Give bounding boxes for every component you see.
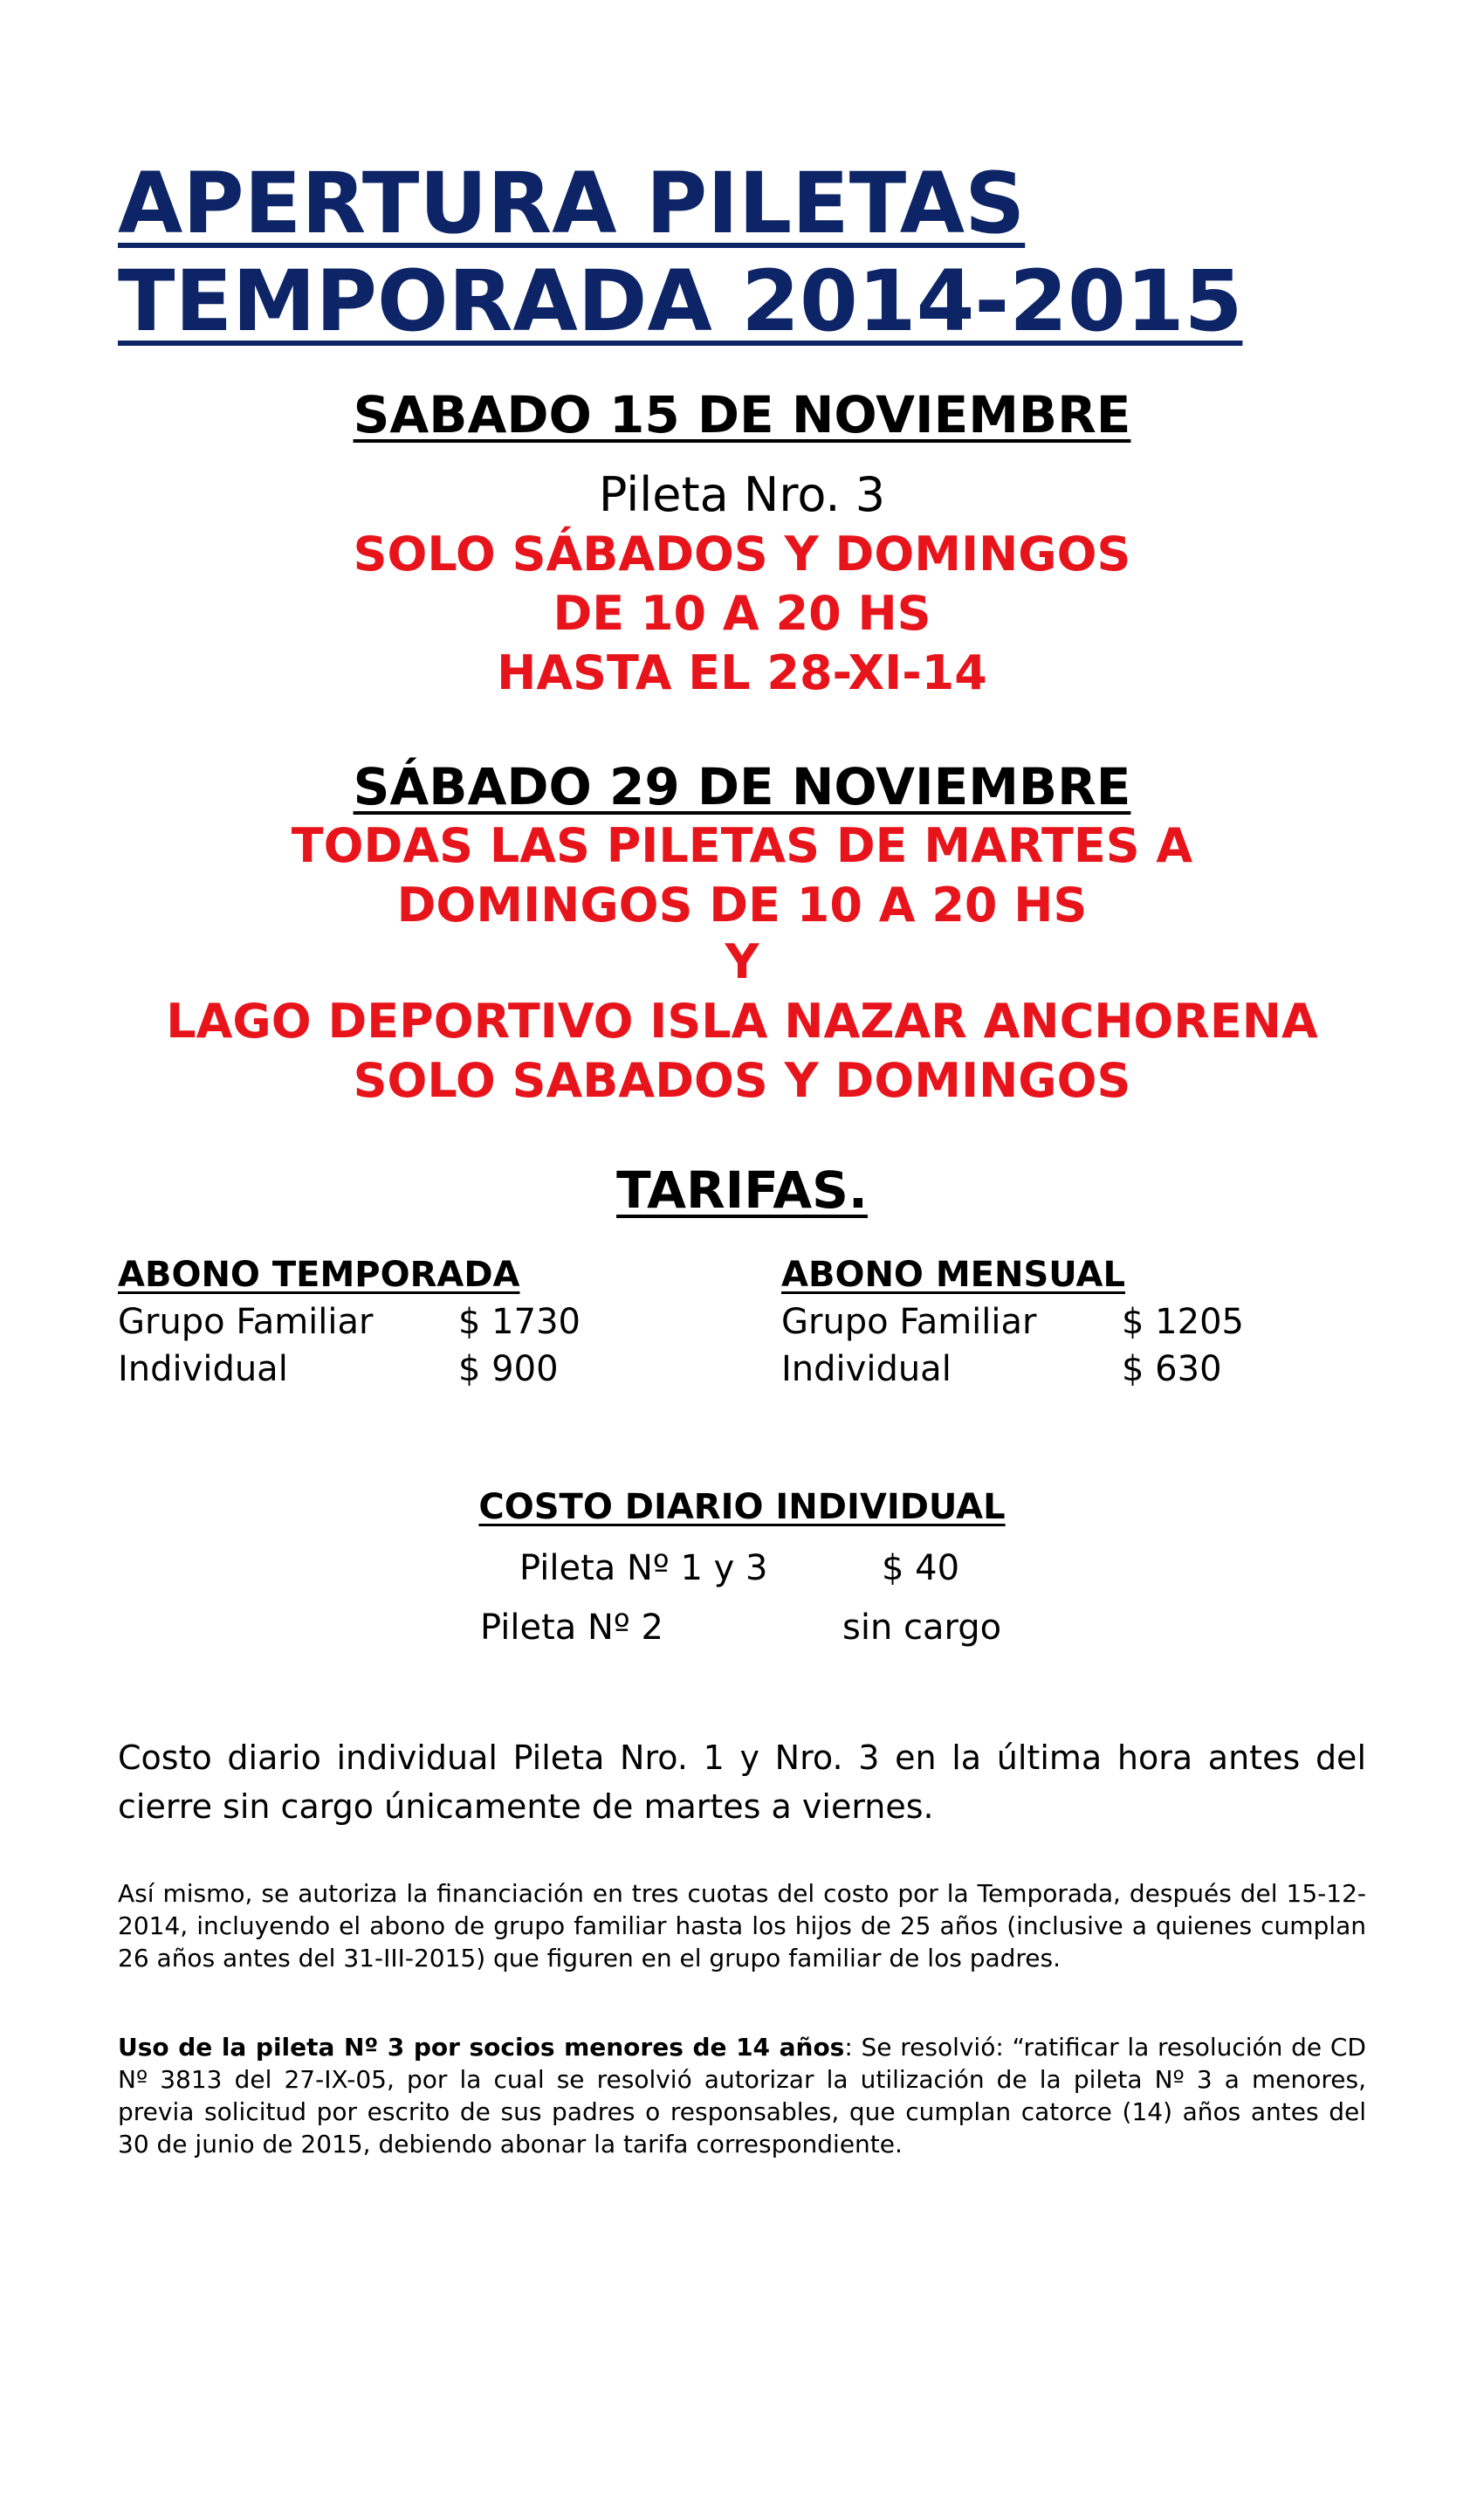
temporada-row-label: Grupo Familiar bbox=[118, 1302, 374, 1342]
note-financing: Así mismo, se autoriza la financiación en tres cuotas del costo por la Temporada, después del 15-12-2014, incluyendo el abono de grupo familiar hasta los hijos de 25 años (inclusive a quienes cumplan 26 años antes del 31-III-2015) que figuren en el grupo familiar de los padres. bbox=[118, 1879, 1366, 1972]
note-minors-text: : Se resolvió: “ratificar la resolución de CD Nº 3813 del 27-IX-05, por la cual se resolvió autorizar la utilización de la pileta Nº 3 a menores, previa solicitud por escrito de sus padres o responsables, que cumplan catorce (14) años antes del 30 de junio de 2015, debiendo abonar la tarifa correspondiente. bbox=[118, 2033, 1366, 2158]
costo-row-price: sin cargo bbox=[842, 1608, 1002, 1648]
abono-temporada-title: ABONO TEMPORADA bbox=[118, 1255, 520, 1295]
costo-diario-title: COSTO DIARIO INDIVIDUAL bbox=[478, 1487, 1006, 1527]
section1-line: DE 10 A 20 HS bbox=[553, 586, 931, 641]
section2-line: SOLO SABADOS Y DOMINGOS bbox=[353, 1053, 1131, 1108]
note-minors-heading: Uso de la pileta Nº 3 por socios menores de 14 años bbox=[118, 2033, 845, 2062]
abono-mensual-title: ABONO MENSUAL bbox=[781, 1255, 1125, 1295]
section2-heading: SÁBADO 29 DE NOVIEMBRE bbox=[353, 757, 1131, 816]
section1-pool: Pileta Nro. 3 bbox=[598, 467, 886, 522]
note-last-hour: Costo diario individual Pileta Nro. 1 y Nro. 3 en la última hora antes del cierre sin cargo únicamente de martes a viernes. bbox=[118, 1738, 1366, 1826]
costo-row-label: Pileta Nº 2 bbox=[480, 1608, 663, 1648]
temporada-row-label: Individual bbox=[118, 1349, 288, 1389]
section2-line: Y bbox=[725, 934, 759, 989]
title-line-2: TEMPORADA 2014-2015 bbox=[118, 252, 1243, 350]
section2-line: LAGO DEPORTIVO ISLA NAZAR ANCHORENA bbox=[166, 994, 1318, 1049]
temporada-row-price: $ 900 bbox=[458, 1349, 559, 1389]
section1-heading: SABADO 15 DE NOVIEMBRE bbox=[353, 385, 1131, 444]
section2-line: TODAS LAS PILETAS DE MARTES A bbox=[291, 818, 1193, 873]
section1-line: SOLO SÁBADOS Y DOMINGOS bbox=[353, 527, 1131, 582]
section1-line: HASTA EL 28-XI-14 bbox=[497, 645, 987, 700]
tarifas-heading: TARIFAS. bbox=[616, 1160, 868, 1220]
temporada-row-price: $ 1730 bbox=[458, 1302, 581, 1342]
title-line-1: APERTURA PILETAS bbox=[118, 155, 1026, 252]
note-minors bbox=[118, 2031, 1366, 2160]
costo-row-label: Pileta Nº 1 y 3 bbox=[519, 1548, 768, 1588]
mensual-row-label: Grupo Familiar bbox=[781, 1302, 1037, 1342]
costo-row-price: $ 40 bbox=[882, 1548, 960, 1588]
mensual-row-price: $ 1205 bbox=[1122, 1302, 1244, 1342]
mensual-row-price: $ 630 bbox=[1122, 1349, 1222, 1389]
section2-line: DOMINGOS DE 10 A 20 HS bbox=[396, 878, 1088, 933]
mensual-row-label: Individual bbox=[781, 1349, 952, 1389]
